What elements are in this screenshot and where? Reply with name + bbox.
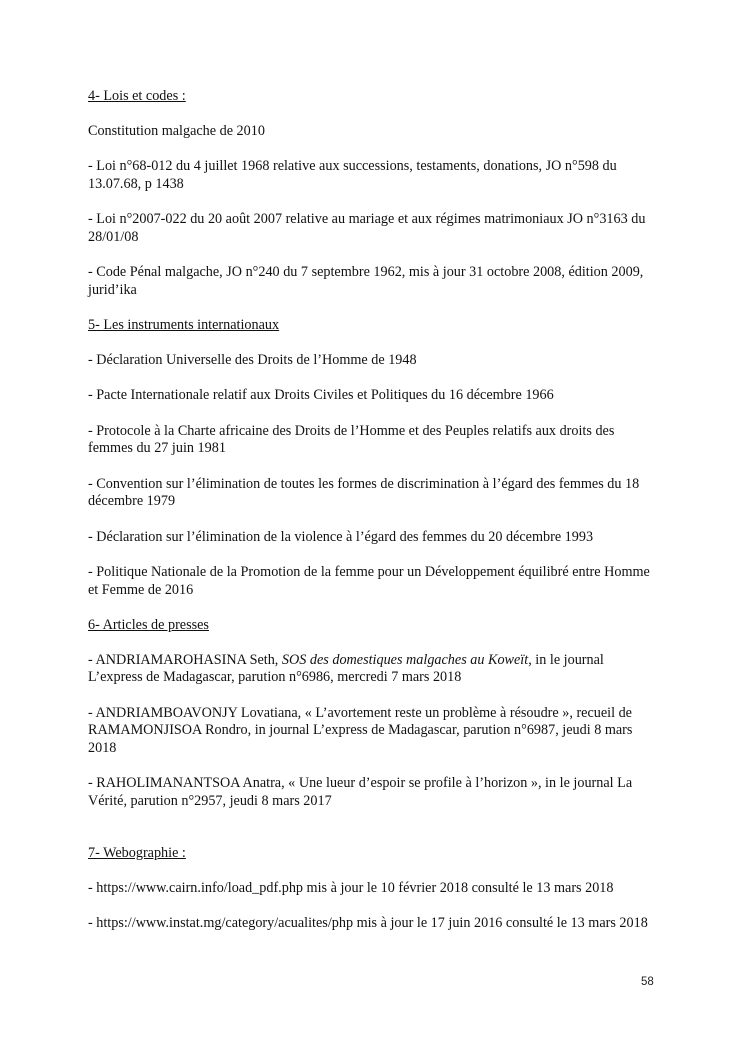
section-heading-lois: 4- Lois et codes : <box>88 88 186 104</box>
press-article-entry: - RAHOLIMANANTSOA Anatra, « Une lueur d’espoir se profile à l’horizon », in le journal La Vérité, parution n°2957, jeudi 8 mars 2017 <box>88 775 633 809</box>
reference-entry: - Loi n°68-012 du 4 juillet 1968 relative aux successions, testaments, donations, JO n°598 du 13.07.68, p 1438 <box>88 158 617 192</box>
reference-entry: - Code Pénal malgache, JO n°240 du 7 septembre 1962, mis à jour 31 octobre 2008, édition 2009, jurid’ika <box>88 264 644 298</box>
reference-entry: - Déclaration Universelle des Droits de l’Homme de 1948 <box>88 351 417 368</box>
section-heading-webographie: 7- Webographie : <box>88 845 186 861</box>
web-reference-entry: - https://www.instat.mg/category/acualites/php mis à jour le 17 juin 2016 consulté le 13 mars 2018 <box>88 915 648 931</box>
article-details: , in le journal L’express de Madagascar, parution n°6986, mercredi 7 mars 2018 <box>88 651 604 685</box>
article-title: SOS des domestiques malgaches au Koweït <box>281 651 529 668</box>
reference-entry: - Déclaration sur l’élimination de la violence à l’égard des femmes du 20 décembre 1993 <box>88 528 594 545</box>
press-article-entry <box>88 652 656 687</box>
reference-entry: - Politique Nationale de la Promotion de la femme pour un Développement équilibré entre Homme et Femme de 2016 <box>88 564 650 598</box>
document-page <box>88 88 656 951</box>
reference-entry: - Loi n°2007-022 du 20 août 2007 relative au mariage et aux régimes matrimoniaux JO n°3163 du 28/01/08 <box>88 211 646 245</box>
press-article-entry: - ANDRIAMBOAVONJY Lovatiana, « L’avortement reste un problème à résoudre », recueil de RAMAMONJISOA Rondro, in journal L’express de Madagascar, parution n°6987, jeudi 8 mars 2018 <box>88 704 633 756</box>
reference-entry: Constitution malgache de 2010 <box>88 122 265 139</box>
article-author: - ANDRIAMAROHASINA Seth, <box>88 651 282 668</box>
page-number: 58 <box>641 976 654 988</box>
spacer <box>88 828 656 845</box>
section-heading-presses: 6- Articles de presses <box>88 617 209 633</box>
reference-entry: - Pacte Internationale relatif aux Droits Civiles et Politiques du 16 décembre 1966 <box>88 387 554 403</box>
reference-entry: - Protocole à la Charte africaine des Droits de l’Homme et des Peuples relatifs aux droits des femmes du 27 juin 1981 <box>88 422 615 456</box>
section-heading-instruments: 5- Les instruments internationaux <box>88 317 280 333</box>
reference-entry: - Convention sur l’élimination de toutes les formes de discrimination à l’égard des femmes du 18 décembre 1979 <box>88 475 640 509</box>
web-reference-entry: - https://www.cairn.info/load_pdf.php mis à jour le 10 février 2018 consulté le 13 mars 2018 <box>88 879 614 896</box>
